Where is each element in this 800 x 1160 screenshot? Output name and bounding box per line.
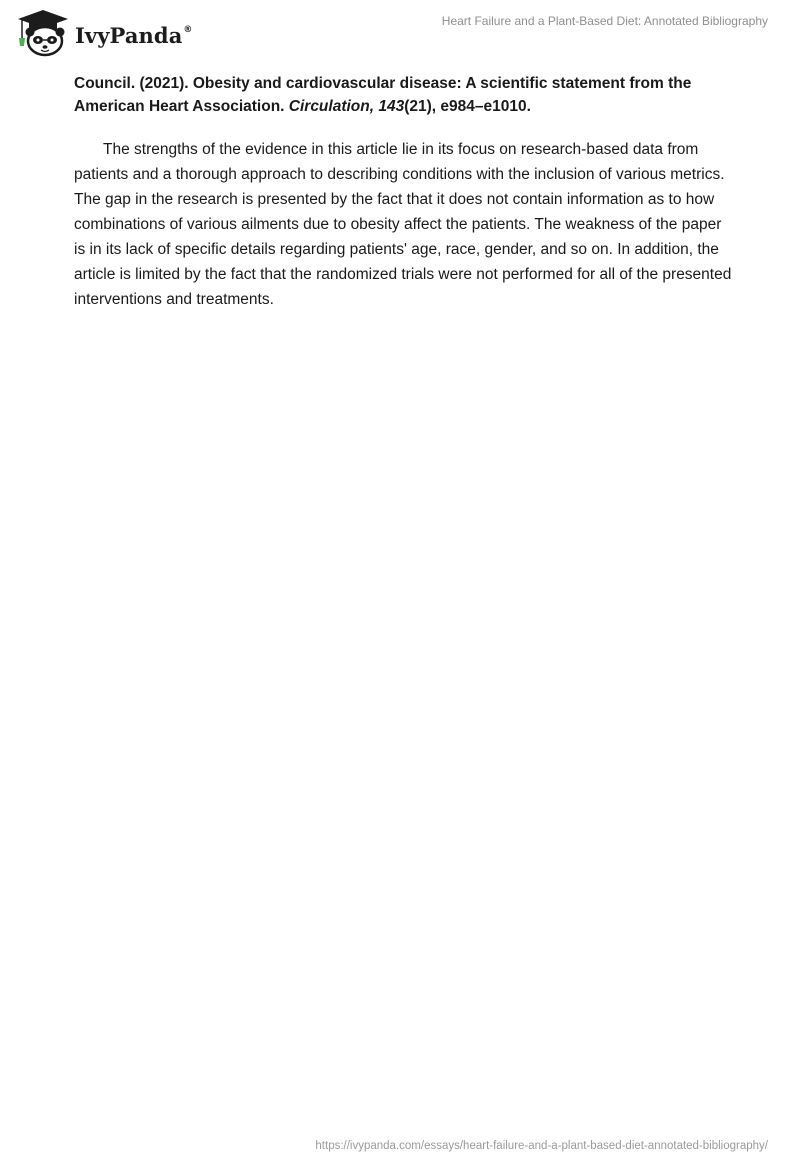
citation-text: Council. (2021). Obesity and cardiovascular disease: A scientific statement from the American Heart Association.: [74, 75, 692, 115]
citation-entry: [74, 72, 734, 118]
panda-graduation-cap-icon: [14, 8, 72, 58]
annotation-paragraph: The strengths of the evidence in this article lie in its focus on research-based data from patients and a thorough approach to describing conditions with the inclusion of various metrics. The gap in the research is presented by the fact that it does not contain information as to how combinations of various ailments due to obesity affect the patients. The weakness of the paper is in its lack of specific details regarding patients' age, race, gender, and so on. In addition, the article is limited by the fact that the randomized trials were not performed for all of the presented interventions and treatments.: [74, 141, 732, 308]
document-title: Heart Failure and a Plant-Based Diet: Annotated Bibliography: [441, 14, 768, 28]
citation-journal: Circulation, 143: [288, 98, 405, 115]
logo-text: IvyPanda: [75, 22, 183, 48]
registered-mark: ®: [183, 24, 193, 35]
logo-wordmark: [75, 23, 193, 48]
citation-details: (21), e984–e1010.: [404, 98, 531, 115]
footer-source-link[interactable]: https://ivypanda.com/essays/heart-failure-and-a-plant-based-diet-annotated-bibliography/: [315, 1140, 768, 1152]
ivypanda-logo[interactable]: [14, 8, 193, 58]
